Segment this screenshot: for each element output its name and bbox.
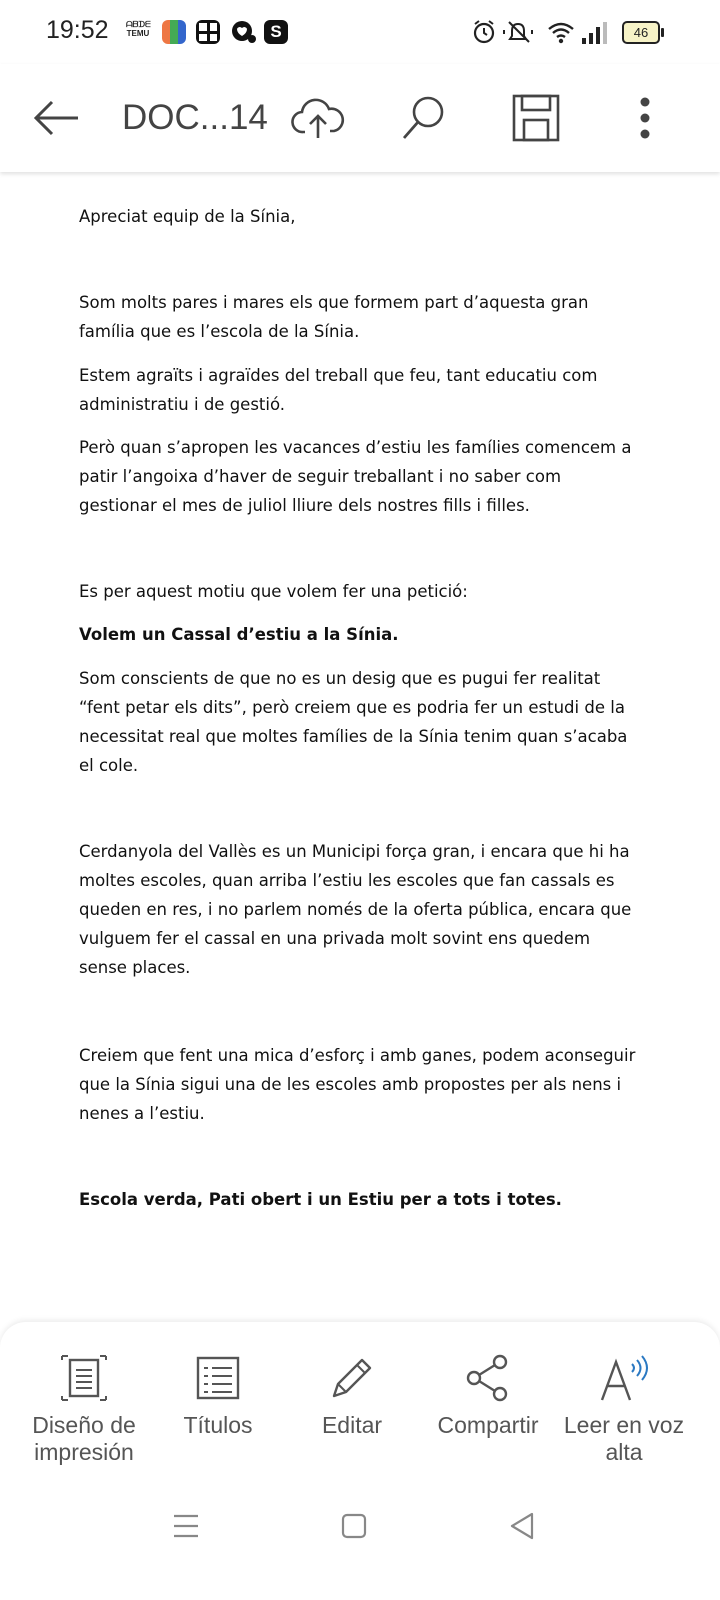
- print-layout-icon: [58, 1352, 110, 1404]
- paragraph-2: Estem agraïts i agraïdes del treball que feu, tant educatiu com administratiu i de gestió.: [79, 366, 598, 414]
- back-arrow-icon[interactable]: [30, 92, 82, 144]
- share-label: Compartir: [437, 1412, 539, 1438]
- cross-app-icon: [196, 20, 220, 44]
- mute-icon: [504, 22, 532, 42]
- read-aloud-label: Leer en voz alta: [563, 1412, 685, 1465]
- paragraph-5-bold: Volem un Cassal d’estiu a la Sínia.: [79, 625, 399, 644]
- back-triangle-icon[interactable]: [502, 1506, 542, 1546]
- paragraph-9-bold: Escola verda, Pati obert i un Estiu per a tots i totes.: [79, 1190, 562, 1209]
- signal-icon: [582, 22, 607, 44]
- s-app-icon: S: [264, 20, 288, 44]
- battery-icon: 46: [622, 21, 660, 44]
- document-toolbar: [0, 64, 720, 172]
- paragraph-1: Som molts pares i mares els que formem part d’aquesta gran família que es l’escola de la Sínia.: [79, 293, 589, 341]
- document-title[interactable]: DOC...14: [122, 98, 268, 137]
- system-icons: [472, 18, 622, 46]
- save-icon[interactable]: [510, 92, 562, 144]
- paragraph-8: Creiem que fent una mica d’esforç i amb ganes, podem aconseguir que la Sínia sigui una de les escoles amb propostes per als nens i nenes a l’estiu.: [79, 1046, 636, 1123]
- greeting-paragraph: Apreciat equip de la Sínia,: [79, 207, 296, 226]
- temu-symbols: ᗩᗷᗪᗴ: [126, 20, 151, 29]
- wifi-icon: [549, 24, 573, 43]
- grid-game-icon: [162, 20, 186, 44]
- temu-icon: [126, 20, 150, 44]
- paragraph-4: Es per aquest motiu que volem fer una petició:: [79, 582, 468, 601]
- temu-label: TEMU: [126, 29, 150, 38]
- bottom-action-bar: [0, 1322, 720, 1600]
- cloud-upload-icon[interactable]: [290, 92, 346, 144]
- read-aloud-icon: [598, 1352, 650, 1404]
- alarm-icon: [475, 21, 493, 42]
- print-layout-label: Diseño de impresión: [32, 1412, 136, 1465]
- status-bar: [0, 0, 720, 64]
- status-time: 19:52: [46, 16, 109, 44]
- search-icon[interactable]: [398, 92, 450, 144]
- edit-label: Editar: [321, 1412, 383, 1438]
- read-aloud-button[interactable]: [554, 1352, 694, 1482]
- headings-icon: [192, 1352, 244, 1404]
- home-icon[interactable]: [334, 1506, 374, 1546]
- share-button[interactable]: [418, 1352, 558, 1482]
- paragraph-6: Som conscients de que no es un desig que es pugui fer realitat “fent petar els dits”, però creiem que es podria fer un estudi de la necessitat real que moltes famílies de la Sínia tenim quan s’acaba el cole.: [79, 669, 628, 775]
- more-vertical-icon[interactable]: [630, 92, 660, 144]
- headings-label: Títulos: [183, 1412, 253, 1438]
- pencil-icon: [326, 1352, 378, 1404]
- print-layout-button[interactable]: [14, 1352, 154, 1482]
- share-icon: [462, 1352, 514, 1404]
- heart-chat-icon: [230, 20, 256, 44]
- headings-button[interactable]: [148, 1352, 288, 1482]
- menu-icon[interactable]: [166, 1506, 206, 1546]
- paragraph-3: Però quan s’apropen les vacances d’estiu les famílies comencem a patir l’angoixa d’haver de seguir treballant i no saber com gestionar el mes de juliol lliure dels nostres fills i filles.: [79, 438, 632, 515]
- paragraph-7: Cerdanyola del Vallès es un Municipi força gran, i encara que hi ha moltes escoles, quan arriba l’estiu les escoles que fan cassals es queden en res, i no parlem només de la oferta pública, encara que vulguem fer el cassal en una privada molt sovint ens quedem sense places.: [79, 842, 632, 977]
- edit-button[interactable]: [282, 1352, 422, 1482]
